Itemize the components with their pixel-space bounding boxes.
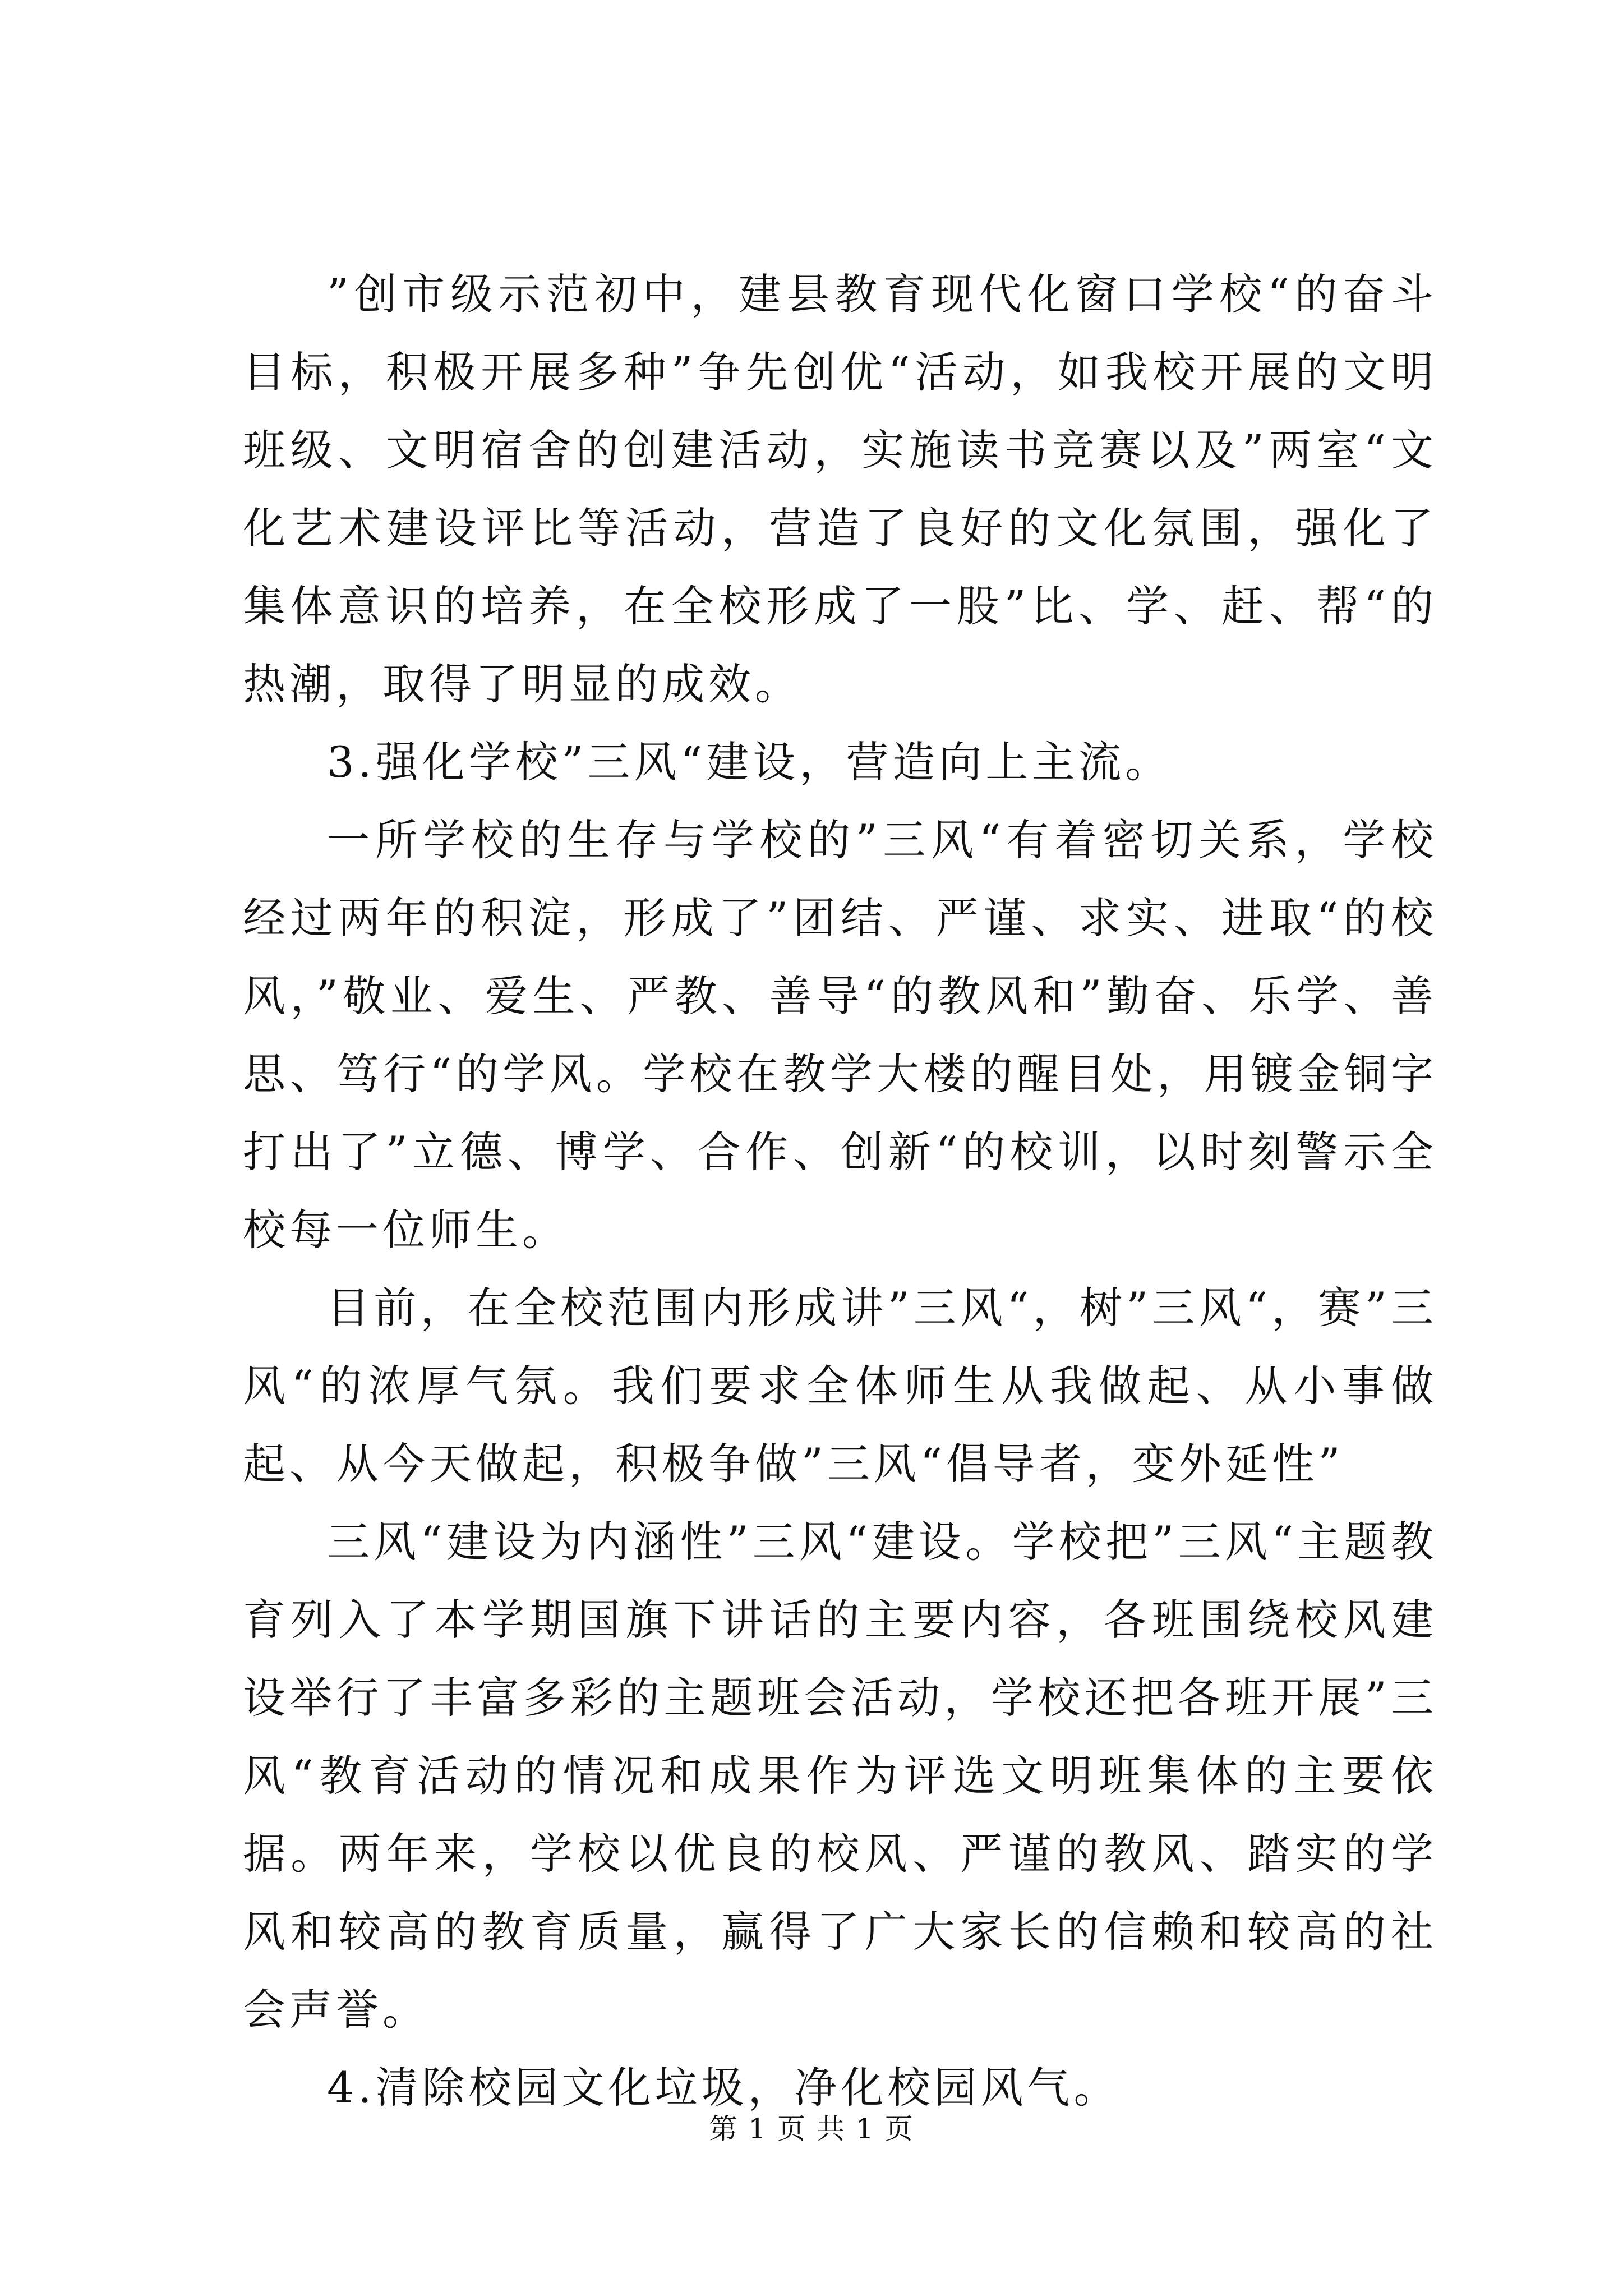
body-text (243, 255, 1437, 2127)
page-footer: 第 1 页 共 1 页 (709, 2113, 914, 2145)
paragraph-campaign-activities: ”创市级示范初中，建县教育现代化窗口学校“的奋斗目标，积极开展多种”争先创优“活动，如我校开展的文明班级、文明宿舍的创建活动，实施读书竞赛以及”两室“文化艺术建设评比等活动，营造了良好的文化氛围，强化了集体意识的培养，在全校形成了一股”比、学、赶、帮“的热潮，取得了明显的成效。 (243, 269, 1437, 709)
paragraph-theme-education: 三风“建设为内涵性”三风“建设。学校把”三风“主题教育列入了本学期国旗下讲话的主要内容，各班围绕校风建设举行了丰富多彩的主题班会活动，学校还把各班开展”三风“教育活动的情况和成果作为评选文明班集体的主要依据。两年来，学校以优良的校风、严谨的教风、踏实的学风和较高的教育质量，赢得了广大家长的信赖和较高的社会声誉。 (243, 1517, 1437, 2035)
paragraph-current-atmosphere: 目前，在全校范围内形成讲”三风“，树”三风“，赛”三风“的浓厚气氛。我们要求全体师生从我做起、从小事做起、从今天做起，积极争做”三风“倡导者，变外延性” (243, 1283, 1437, 1489)
paragraph-school-motto: 一所学校的生存与学校的”三风“有着密切关系，学校经过两年的积淀，形成了”团结、严谨、求实、进取“的校风，”敬业、爱生、严教、善导“的教风和”勤奋、乐学、善思、笃行“的学风。学校在教学大楼的醒目处，用镀金铜字打出了”立德、博学、合作、创新“的校训，以时刻警示全校每一位师生。 (243, 815, 1437, 1255)
heading-three-styles: 3.强化学校”三风“建设，营造向上主流。 (327, 737, 1172, 787)
heading-clean-campus: 4.清除校园文化垃圾，净化校园风气。 (327, 2063, 1121, 2113)
